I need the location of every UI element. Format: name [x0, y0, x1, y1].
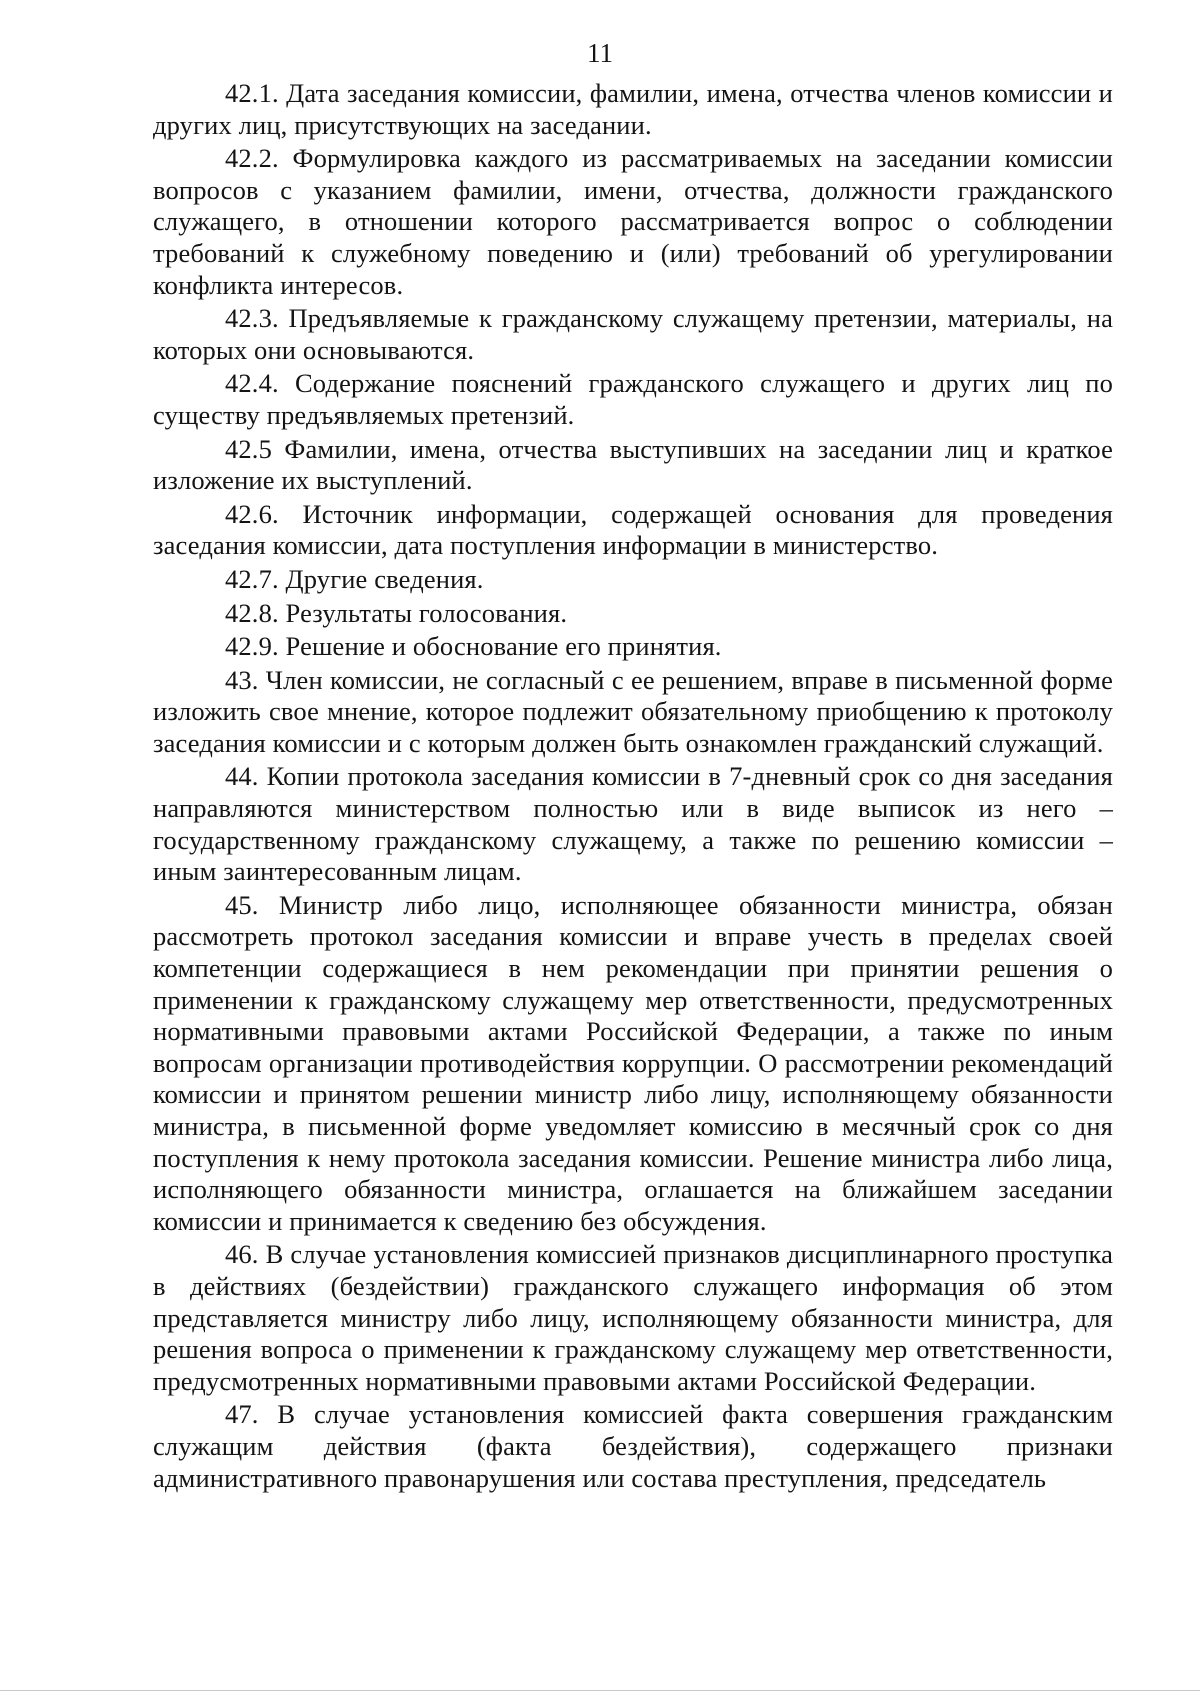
paragraph-42-8: 42.8. Результаты голосования.: [225, 597, 568, 628]
paragraph-42-2: 42.2. Формулировка каждого из рассматриваемых на заседании комиссии вопросов с указанием фамилии, имени, отчества, должности гражданского служащего, в отношении которого рассматривается вопрос о соблюдении требований к служебному поведению и (или) требований об урегулировании конфликта интересов.: [153, 143, 1113, 300]
paragraph-42-5: 42.5 Фамилии, имена, отчества выступивших на заседании лиц и краткое изложение их выступлений.: [153, 433, 1113, 496]
paragraph-47: 47. В случае установления комиссией факта совершения гражданским служащим действия (факта бездействия), содержащего признаки административного правонарушения или состава преступления, председатель: [153, 1399, 1113, 1493]
paragraph-43: 43. Член комиссии, не согласный с ее решением, вправе в письменной форме изложить свое мнение, которое подлежит обязательному приобщению к протоколу заседания комиссии и с которым должен быть ознакомлен гражданский служащий.: [153, 664, 1113, 758]
paragraph-42-7: 42.7. Другие сведения.: [225, 563, 484, 594]
paragraph-42-1: 42.1. Дата заседания комиссии, фамилии, имена, отчества членов комиссии и других лиц, присутствующих на заседании.: [153, 78, 1113, 140]
paragraph-42-6: 42.6. Источник информации, содержащей основания для проведения заседания комиссии, дата поступления информации в министерство.: [153, 498, 1113, 561]
paragraph-42-3: 42.3. Предъявляемые к гражданскому служащему претензии, материалы, на которых они основываются.: [153, 303, 1113, 365]
paragraph-46: 46. В случае установления комиссией признаков дисциплинарного проступка в действиях (бездействии) гражданского служащего информация об этом представляется министру либо лицу, исполняющему обязанности министра, для решения вопроса о применении к гражданскому служащему мер ответственности, предусмотренных нормативными правовыми актами Российской Федерации.: [153, 1239, 1113, 1396]
page-number: 11: [587, 38, 613, 68]
document-body: [153, 78, 1113, 1496]
paragraph-42-4: 42.4. Содержание пояснений гражданского служащего и других лиц по существу предъявляемых претензий.: [153, 368, 1113, 430]
scan-bottom-edge: [0, 1690, 1200, 1691]
paragraph-44: 44. Копии протокола заседания комиссии в 7-дневный срок со дня заседания направляются министерством полностью или в виде выписок из него – государственному гражданскому служащему, а также по решению комиссии – иным заинтересованным лицам.: [153, 761, 1113, 887]
paragraph-45: 45. Министр либо лицо, исполняющее обязанности министра, обязан рассмотреть протокол заседания комиссии и вправе учесть в пределах своей компетенции содержащиеся в нем рекомендации при принятии решения о применении к гражданскому служащему мер ответственности, предусмотренных нормативными правовыми актами Российской Федерации, а также по иным вопросам организации противодействия коррупции. О рассмотрении рекомендаций комиссии и принятом решении министр либо лицу, исполняющему обязанности министра, в письменной форме уведомляет комиссию в месячный срок со дня поступления к нему протокола заседания комиссии. Решение министра либо лица, исполняющего обязанности министра, оглашается на ближайшем заседании комиссии и принимается к сведению без обсуждения.: [153, 889, 1113, 1236]
paragraph-42-9: 42.9. Решение и обоснование его принятия.: [225, 631, 722, 662]
